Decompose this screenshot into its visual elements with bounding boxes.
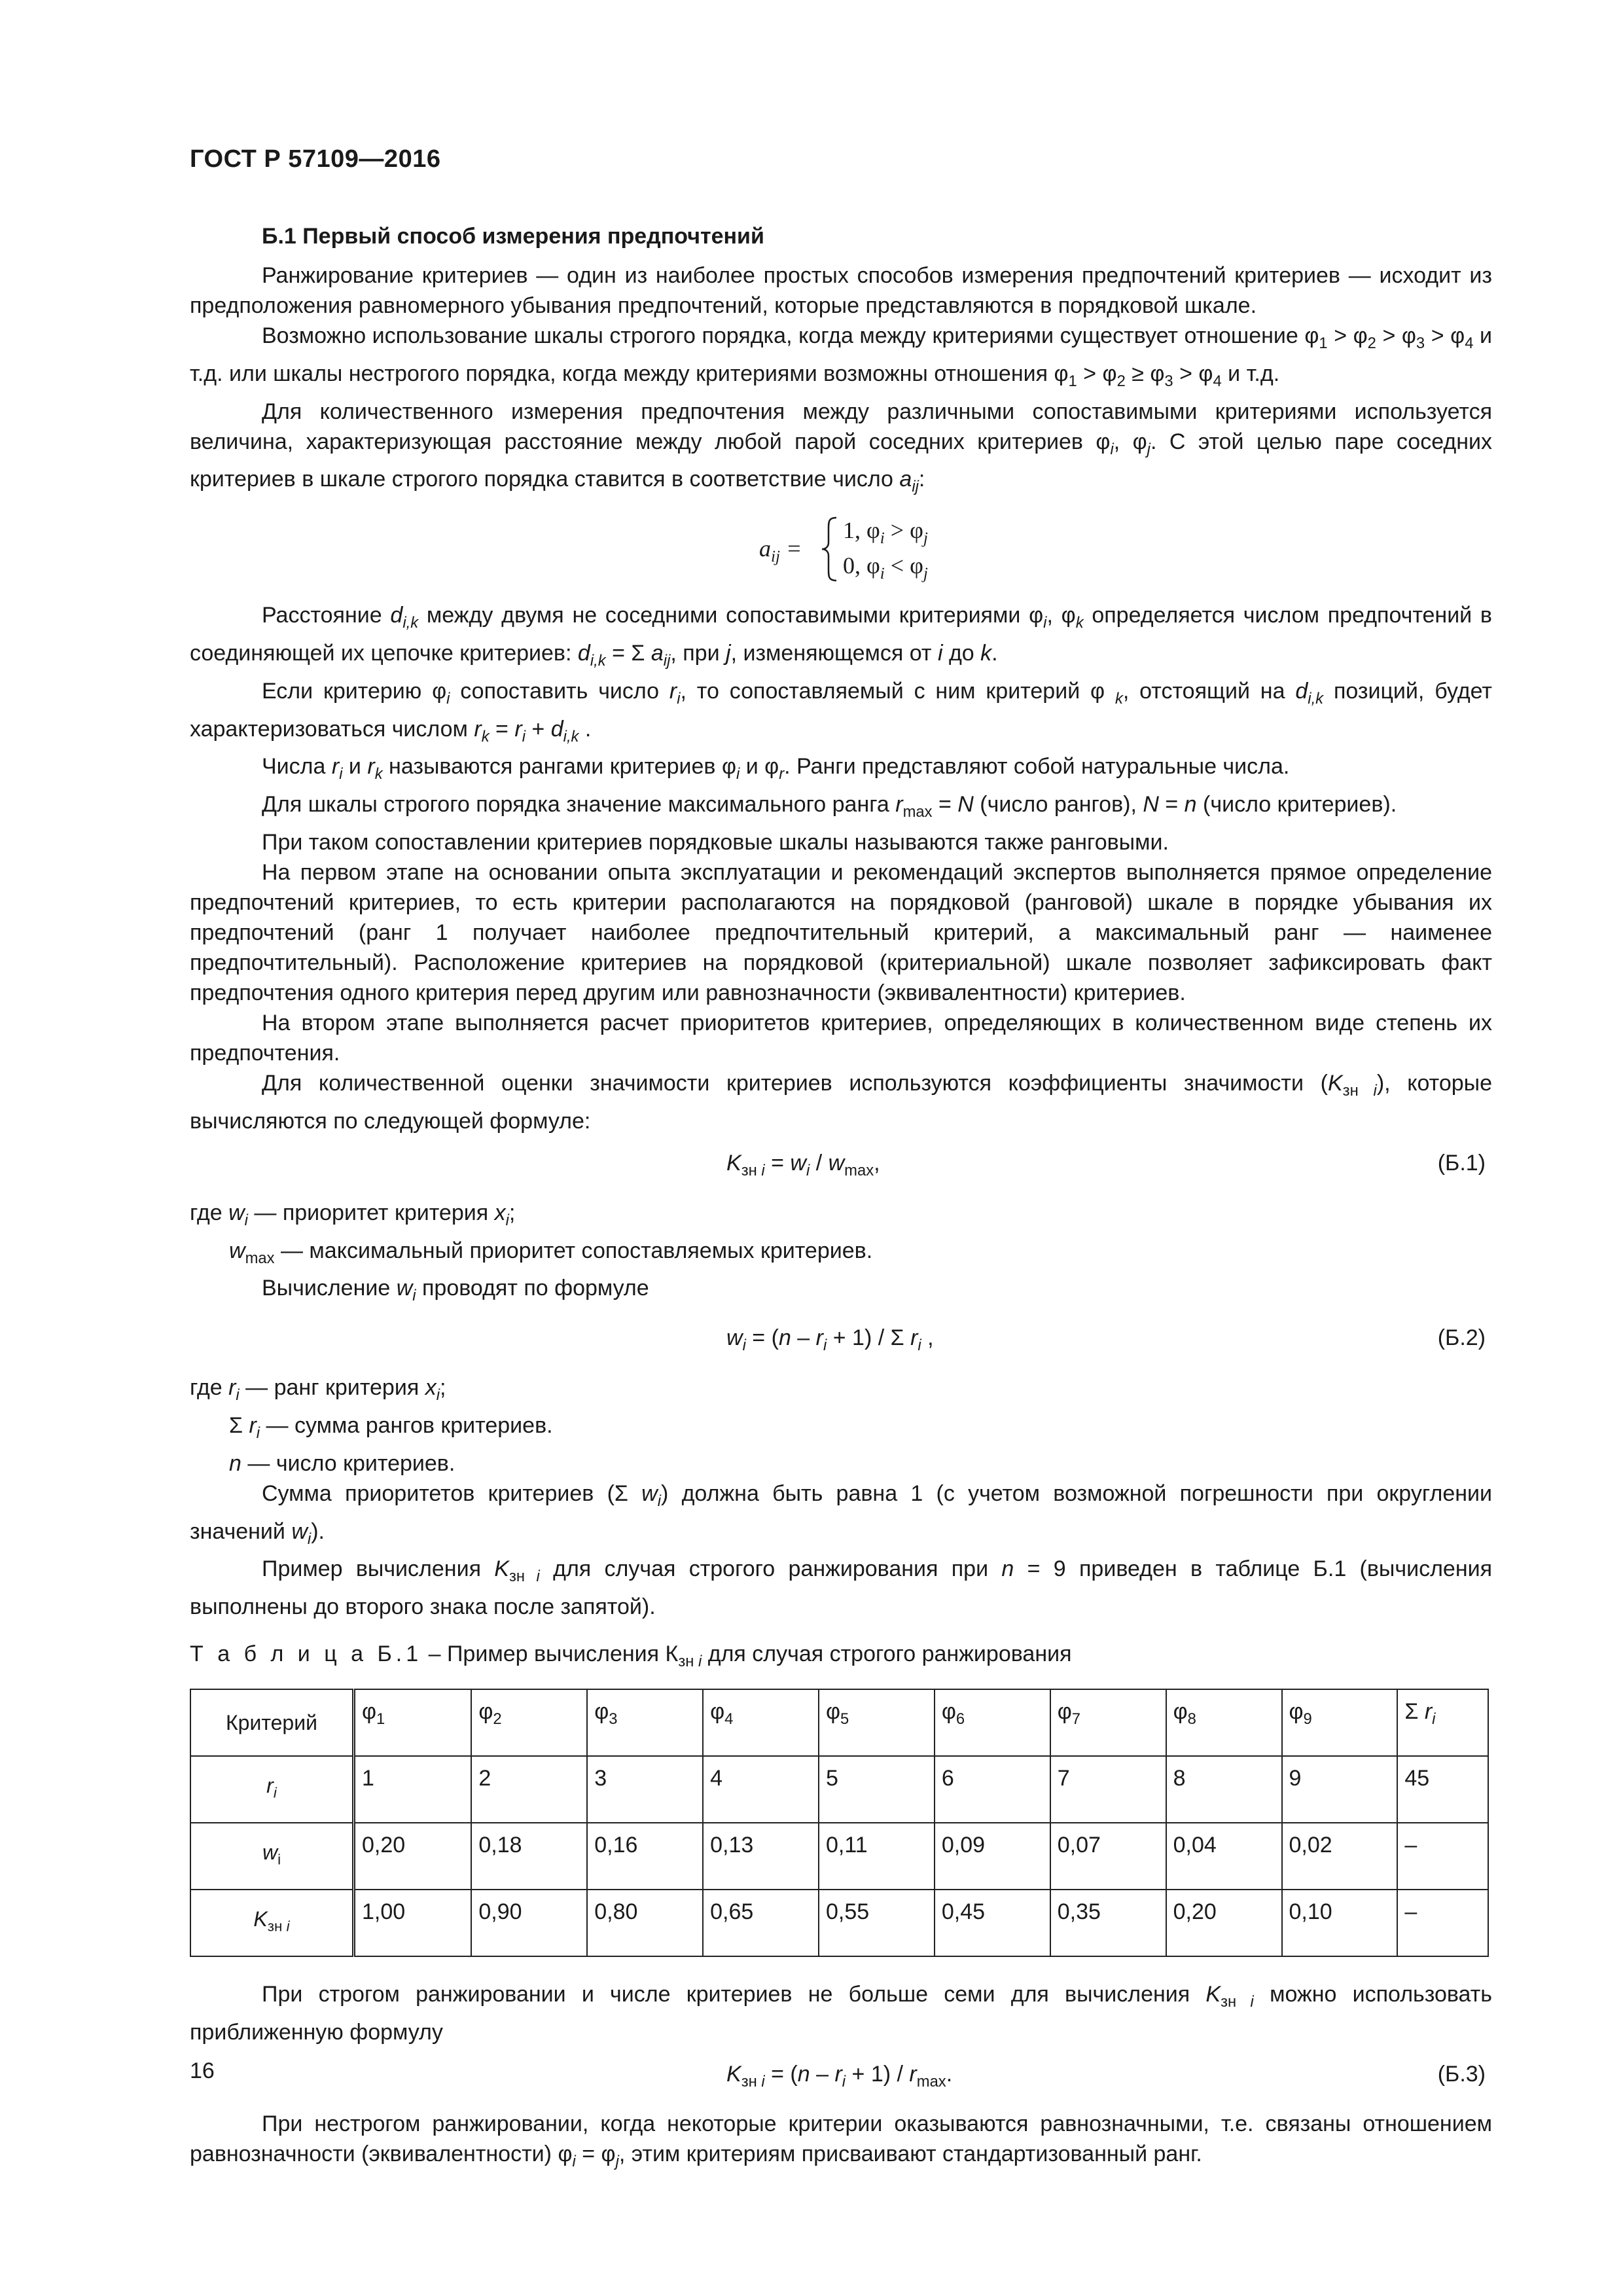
table-cell: 0,20 [354, 1823, 472, 1890]
formula-b1: $K_{зн i} = w_i / w_{max}$, (Б.1) [190, 1143, 1492, 1186]
table-header-first: Критерий [190, 1689, 354, 1756]
paragraph-approx: При строгом ранжировании и числе критериев не больше семи для вычисления $K_{зн i}$ можно использовать приближенную формулу [190, 1981, 1492, 2045]
where-count: n — число критериев. [229, 1450, 455, 1476]
paragraph-criterion-rank: Если критерию $\varphi_i$ сопоставить число $r_i$, то сопоставляемый с ним критерий φ $_k$, отстоящий на $d_{i,k}$ позиций, будет характеризоваться числом $r_k = r_i + d_{i,k}$ . [190, 678, 1493, 745]
paragraph-quantitative: Для количественного измерения предпочтения между различными сопоставимыми критериями используется величина, характеризующая расстояние между любой парой соседних критериев $\varphi_i$, $\varphi_j$. С этой целью паре соседних критериев в шкале строгого порядка ставится в соответствие число $a_{ij}$: [190, 399, 1492, 496]
formula-b2-number: (Б.2) [1437, 1325, 1486, 1351]
aij-piecewise-formula: $a_{ij}$ = 1, $\varphi_i > \varphi_j$ 0, $\varphi_i < \varphi_j$ [190, 515, 1492, 583]
table-cell: 4 [703, 1756, 819, 1823]
paragraph-max-rank: Для шкалы строгого порядка значение максимального ранга $r_{max} = N$ (число рангов), N = n (число критериев). [262, 792, 1397, 821]
table-header-cell: $\varphi_5$ [819, 1689, 935, 1756]
table-cell: 7 [1050, 1756, 1166, 1823]
table-header-cell: $\varphi_2$ [471, 1689, 587, 1756]
table-row-label: $w_i$ [190, 1823, 354, 1890]
table-cell: – [1397, 1890, 1488, 1956]
ranking-table [190, 1689, 1489, 1957]
formula-b3: $K_{зн i} = (n - r_i + 1) / r_{max}$. (Б.3) [190, 2054, 1492, 2097]
table-cell: – [1397, 1823, 1488, 1890]
formula-b2: $w_i = (n - r_i + 1) / \Sigma$ $r_i$ , (Б.2) [190, 1318, 1492, 1361]
paragraph-first-stage: На первом этапе на основании опыта эксплуатации и рекомендаций экспертов выполняется прямое определение предпочтений критериев, то есть критерии располагаются на порядковой (ранговой) шкале в порядке убывания их предпочтений (ранг 1 получает наиболее предпочтительный критерий, а максимальный ранг — наименее предпочтительный). Расположение критериев на порядковой (критериальной) шкале позволяет зафиксировать факт предпочтения одного критерия перед другим или равнозначности (эквивалентности) критериев. [190, 859, 1492, 1005]
page-number: 16 [190, 2058, 215, 2083]
where-priority: где $w_i$ — приоритет критерия $x_i$; [190, 1200, 516, 1229]
table-cell: 0,11 [819, 1823, 935, 1890]
paragraph-rank-scales: При таком сопоставлении критериев порядковые шкалы называются также ранговыми. [262, 829, 1169, 855]
table-header-cell: $\varphi_9$ [1282, 1689, 1398, 1756]
table-header-cell: $\varphi_6$ [935, 1689, 1050, 1756]
document-header: ГОСТ Р 57109—2016 [190, 145, 441, 173]
aij-case-zero: 0, $\varphi_i < \varphi_j$ [843, 552, 928, 583]
formula-b3-number: (Б.3) [1437, 2061, 1486, 2087]
table-header-cell: $\varphi_8$ [1166, 1689, 1282, 1756]
table-header-cell: Σ $r_i$ [1397, 1689, 1488, 1756]
paragraph-ranks: Числа $r_i$ и $r_k$ называются рангами критериев $\varphi_i$ и $\varphi_r$. Ранги представляют собой натуральные числа. [262, 754, 1290, 783]
section-title: Б.1 Первый способ измерения предпочтений [262, 224, 764, 249]
table-header-row [190, 1689, 1488, 1756]
table-header-cell: $\varphi_3$ [587, 1689, 703, 1756]
paragraph-ranking: Ранжирование критериев — один из наиболее простых способов измерения предпочтений критериев — исходит из предположения равномерного убывания предпочтений, которые представляются в порядковой шкале. [190, 263, 1492, 318]
table-cell: 1,00 [354, 1890, 472, 1956]
table-header-cell: $\varphi_4$ [703, 1689, 819, 1756]
table-row [190, 1890, 1488, 1956]
document-body [190, 221, 1492, 2177]
table-cell: 0,04 [1166, 1823, 1282, 1890]
table-cell: 3 [587, 1756, 703, 1823]
table-cell: 0,02 [1282, 1823, 1398, 1890]
where-rank-sum: Σ $r_i$ — сумма рангов критериев. [229, 1412, 553, 1442]
table-caption: Т а б л и ц а Б.1 – Пример вычисления $К_{зн i}$ для случая строгого ранжирования [190, 1641, 1072, 1670]
table-header-cell: $\varphi_7$ [1050, 1689, 1166, 1756]
table-cell: 0,80 [587, 1890, 703, 1956]
table-header-cell: $\varphi_1$ [354, 1689, 472, 1756]
table-cell: 0,09 [935, 1823, 1050, 1890]
table-cell: 0,65 [703, 1890, 819, 1956]
paragraph-calc-w: Вычисление $w_i$ проводят по формуле [262, 1276, 649, 1305]
table-row-label: $K_{зн i}$ [190, 1890, 354, 1956]
table-cell: 6 [935, 1756, 1050, 1823]
table-row-label: $r_i$ [190, 1756, 354, 1823]
table-row [190, 1823, 1488, 1890]
paragraph-second-stage: На втором этапе выполняется расчет приоритетов критериев, определяющих в количественном виде степень их предпочтения. [190, 1010, 1492, 1066]
where-rank: где $r_i$ — ранг критерия $x_i$; [190, 1375, 446, 1404]
paragraph-nonstrict: При нестрогом ранжировании, когда некоторые критерии оказываются равнозначными, т.е. связаны отношением равнозначности (эквивалентности) $\varphi_i = \varphi_j$, этим критериям присваивают стандартизованный ранг. [190, 2111, 1492, 2170]
paragraph-distance: Расстояние $d_{i,k}$ между двумя не соседними сопоставимыми критериями $\varphi_i$, $\varphi_k$ определяется числом предпочтений в соединяющей их цепочке критериев: $d_{i,k} = \Sigma$ $a_{ij}$, при j, изменяющемся от i до k. [190, 603, 1492, 670]
table-cell: 0,20 [1166, 1890, 1282, 1956]
table-cell: 45 [1397, 1756, 1488, 1823]
paragraph-scales: Возможно использование шкалы строгого порядка, когда между критериями существует отношение $\varphi_1 > \varphi_2 > \varphi_3 > \varphi_4$ и т.д. или шкалы нестрогого порядка, когда между критериями возможны отношения $\varphi_1 > \varphi_2 \ge \varphi_3 > \varphi_4$ и т.д. [190, 323, 1492, 390]
table-row [190, 1756, 1488, 1823]
table-cell: 0,35 [1050, 1890, 1166, 1956]
table-cell: 1 [354, 1756, 472, 1823]
table-cell: 0,45 [935, 1890, 1050, 1956]
paragraph-significance: Для количественной оценки значимости критериев используются коэффициенты значимости $(K_{зн i})$, которые вычисляются по следующей формуле: [190, 1070, 1492, 1134]
curly-brace-icon [819, 515, 839, 583]
table-cell: 0,90 [471, 1890, 587, 1956]
formula-b1-number: (Б.1) [1437, 1150, 1486, 1175]
table-cell: 0,16 [587, 1823, 703, 1890]
table-cell: 0,10 [1282, 1890, 1398, 1956]
table-cell: 2 [471, 1756, 587, 1823]
paragraph-example: Пример вычисления $K_{зн i}$ для случая строгого ранжирования при n = 9 приведен в таблице Б.1 (вычисления выполнены до второго знака после запятой). [190, 1556, 1492, 1620]
table-cell: 0,55 [819, 1890, 935, 1956]
table-cell: 0,18 [471, 1823, 587, 1890]
table-cell: 0,07 [1050, 1823, 1166, 1890]
table-cell: 0,13 [703, 1823, 819, 1890]
table-cell: 9 [1282, 1756, 1398, 1823]
table-cell: 8 [1166, 1756, 1282, 1823]
aij-case-one: 1, $\varphi_i > \varphi_j$ [843, 517, 928, 548]
paragraph-priority-sum: Сумма приоритетов критериев (Σ $w_i$) должна быть равна 1 (с учетом возможной погрешности при округлении значений $w_i$). [190, 1480, 1492, 1548]
where-max-priority: $w_{max}$ — максимальный приоритет сопоставляемых критериев. [229, 1238, 873, 1267]
table-cell: 5 [819, 1756, 935, 1823]
